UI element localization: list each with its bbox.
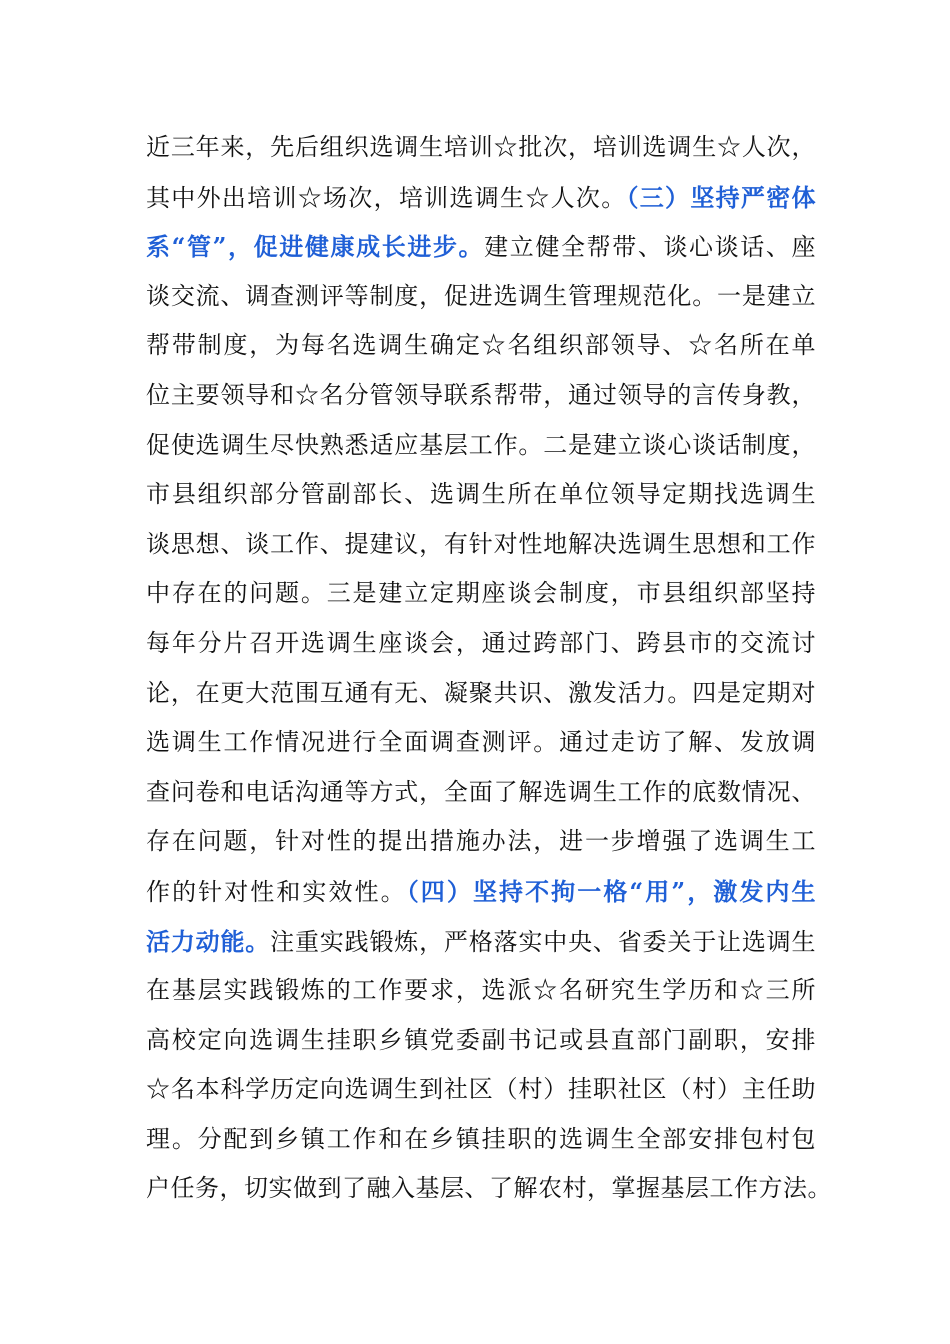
paragraph-text: 论，在更大范围互通有无、凝聚共识、激发活力。四是定期对 <box>146 678 816 707</box>
paragraph-text: 帮带制度，为每名选调生确定☆名组织部领导、☆名所在单 <box>146 331 816 360</box>
paragraph-text: 理。分配到乡镇工作和在乡镇挂职的选调生全部安排包村包 <box>146 1124 816 1153</box>
section-heading-text: （四）坚持不拘一格“用”，激发内生 <box>406 876 817 906</box>
text-line <box>146 867 816 917</box>
paragraph-text: 谈思想、谈工作、提建议，有针对性地解决选调生思想和工作 <box>146 529 816 558</box>
paragraph-text: 其中外出培训☆场次，培训选调生☆人次。 <box>146 183 627 212</box>
paragraph-text: 位主要领导和☆名分管领导联系帮带，通过领导的言传身教， <box>146 380 816 409</box>
text-line <box>146 1016 816 1066</box>
body-text <box>146 123 832 1214</box>
text-line <box>146 1115 816 1165</box>
paragraph-text: 谈交流、调查测评等制度，促进选调生管理规范化。一是建立 <box>146 281 816 310</box>
text-line <box>146 470 816 520</box>
section-heading-text: 活力动能。 <box>146 926 271 956</box>
text-line <box>146 123 816 173</box>
text-line <box>146 768 816 818</box>
paragraph-text: 每年分片召开选调生座谈会，通过跨部门、跨县市的交流讨 <box>146 628 816 657</box>
paragraph-text: 高校定向选调生挂职乡镇党委副书记或县直部门副职，安排 <box>146 1025 816 1054</box>
text-line <box>146 966 816 1016</box>
text-line <box>146 1164 832 1214</box>
paragraph-text: 建立健全帮带、谈心谈话、座 <box>484 233 817 262</box>
text-line <box>146 817 816 867</box>
paragraph-text: 作的针对性和实效性。 <box>146 877 407 906</box>
section-heading-text: （三）坚持严密体 <box>626 182 817 212</box>
text-line <box>146 1065 816 1115</box>
text-line <box>146 421 816 471</box>
text-line <box>146 321 816 371</box>
paragraph-text: 中存在的问题。三是建立定期座谈会制度，市县组织部坚持 <box>146 579 816 608</box>
text-line <box>146 371 816 421</box>
paragraph-text: 户任务，切实做到了融入基层、了解农村，掌握基层工作方法。 <box>146 1174 832 1203</box>
paragraph-text: 促使选调生尽快熟悉适应基层工作。二是建立谈心谈话制度， <box>146 430 816 459</box>
paragraph-text: 存在问题，针对性的提出措施办法，进一步增强了选调生工 <box>146 827 816 856</box>
text-line <box>146 520 816 570</box>
text-line <box>146 718 816 768</box>
paragraph-text: 近三年来，先后组织选调生培训☆批次，培训选调生☆人次， <box>146 133 816 161</box>
paragraph-text: 在基层实践锻炼的工作要求，选派☆名研究生学历和☆三所 <box>146 976 816 1005</box>
text-line <box>146 619 816 669</box>
text-line <box>146 222 816 272</box>
paragraph-text: ☆名本科学历定向选调生到社区（村）挂职社区（村）主任助 <box>146 1075 816 1104</box>
paragraph-text: 查问卷和电话沟通等方式，全面了解选调生工作的底数情况、 <box>146 777 816 806</box>
section-heading-text: 系“管”，促进健康成长进步。 <box>146 232 485 262</box>
paragraph-text: 选调生工作情况进行全面调查测评。通过走访了解、发放调 <box>146 728 816 757</box>
text-line <box>146 272 816 322</box>
text-line <box>146 669 816 719</box>
text-line <box>146 917 816 967</box>
text-line <box>146 173 816 223</box>
text-line <box>146 569 816 619</box>
paragraph-text: 注重实践锻炼，严格落实中央、省委关于让选调生 <box>270 927 817 956</box>
paragraph-text: 市县组织部分管副部长、选调生所在单位领导定期找选调生 <box>146 480 816 509</box>
